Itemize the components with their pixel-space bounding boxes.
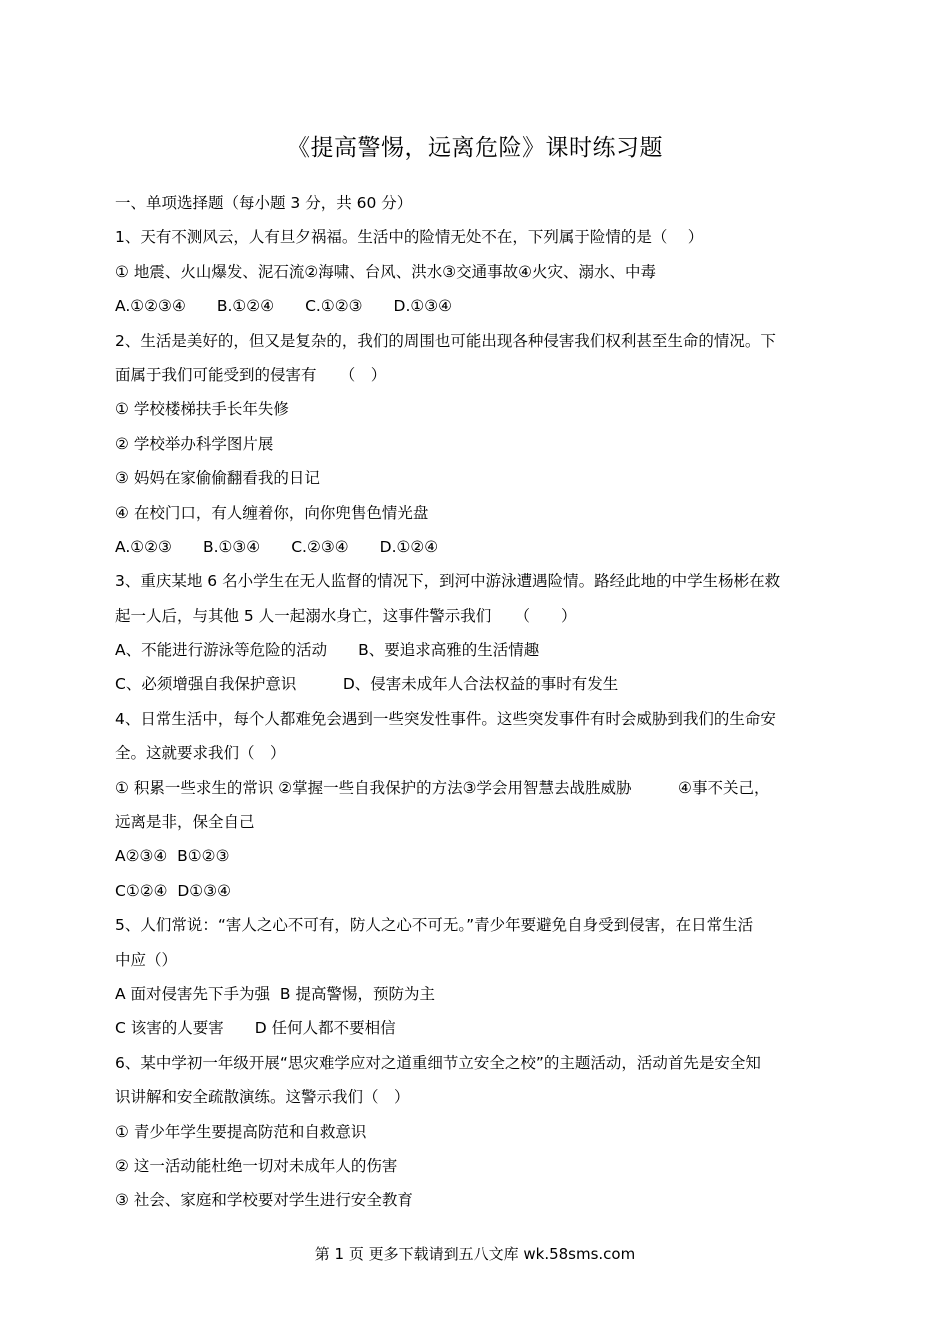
question-4-stem-cont: 全。这就要求我们（ ） xyxy=(115,744,286,763)
document-body xyxy=(115,186,840,1218)
question-2-stem-cont: 面属于我们可能受到的侵害有 （ ） xyxy=(115,365,387,384)
question-4-items: ① 积累一些求生的常识 ②掌握一些自我保护的方法③学会用智慧去战胜威胁 ④事不关己， xyxy=(115,778,770,797)
question-4-options-cd: C①②④ D①③④ xyxy=(115,881,231,900)
page-footer: 第 1 页 更多下载请到五八文库 wk.58sms.com xyxy=(314,1245,636,1263)
question-3-stem: 3、重庆某地 6 名小学生在无人监督的情况下，到河中游泳遭遇险情。路经此地的中学生杨彬在救 xyxy=(115,572,781,591)
question-2-options: A.①②③ B.①③④ C.②③④ D.①②④ xyxy=(115,537,439,556)
question-5-options-cd: C 该害的人要害 D 任何人都不要相信 xyxy=(115,1019,396,1038)
question-4-stem: 4、日常生活中，每个人都难免会遇到一些突发性事件。这些突发事件有时会威胁到我们的生命安 xyxy=(115,709,776,728)
question-5-stem-cont: 中应（） xyxy=(115,950,178,969)
question-1-options: A.①②③④ B.①②④ C.①②③ D.①③④ xyxy=(115,297,453,316)
question-6-item-3: ③ 社会、家庭和学校要对学生进行安全教育 xyxy=(115,1191,413,1210)
question-6-item-1: ① 青少年学生要提高防范和自救意识 xyxy=(115,1122,367,1141)
question-1-items: ① 地震、火山爆发、泥石流②海啸、台风、洪水③交通事故④火灾、溺水、中毒 xyxy=(115,262,657,281)
question-6-stem-cont: 识讲解和安全疏散演练。这警示我们（ ） xyxy=(115,1088,410,1107)
question-3-options-ab: A、不能进行游泳等危险的活动 B、要追求高雅的生活情趣 xyxy=(115,641,540,660)
section-heading: 一、单项选择题（每小题 3 分，共 60 分） xyxy=(115,194,413,212)
question-1-stem: 1、天有不测风云，人有旦夕祸福。生活中的险情无处不在，下列属于险情的是（ ） xyxy=(115,228,704,247)
question-2-item-4: ④ 在校门口，有人缠着你，向你兜售色情光盘 xyxy=(115,503,429,522)
question-6-item-2: ② 这一活动能杜绝一切对未成年人的伤害 xyxy=(115,1156,398,1175)
question-4-items-cont: 远离是非，保全自己 xyxy=(115,813,255,832)
question-2-item-3: ③ 妈妈在家偷偷翻看我的日记 xyxy=(115,469,320,488)
question-4-options-ab: A②③④ B①②③ xyxy=(115,847,230,866)
question-2-stem: 2、生活是美好的，但又是复杂的，我们的周围也可能出现各种侵害我们权利甚至生命的情况。下 xyxy=(115,331,776,350)
question-6-stem: 6、某中学初一年级开展“思灾难学应对之道重细节立安全之校”的主题活动，活动首先是安全知 xyxy=(115,1053,761,1072)
question-5-stem: 5、人们常说：“害人之心不可有，防人之心不可无。”青少年要避免自身受到侵害，在日常生活 xyxy=(115,916,754,935)
question-2-item-1: ① 学校楼梯扶手长年失修 xyxy=(115,400,289,419)
question-5-options-ab: A 面对侵害先下手为强 B 提高警惕，预防为主 xyxy=(115,984,435,1003)
document-title: 《提高警惕，远离危险》课时练习题 xyxy=(287,135,663,161)
question-3-options-cd: C、必须增强自我保护意识 D、侵害未成年人合法权益的事时有发生 xyxy=(115,675,619,694)
question-2-item-2: ② 学校举办科学图片展 xyxy=(115,434,274,453)
question-3-stem-cont: 起一人后，与其他 5 人一起溺水身亡，这事件警示我们 （ ） xyxy=(115,606,577,625)
